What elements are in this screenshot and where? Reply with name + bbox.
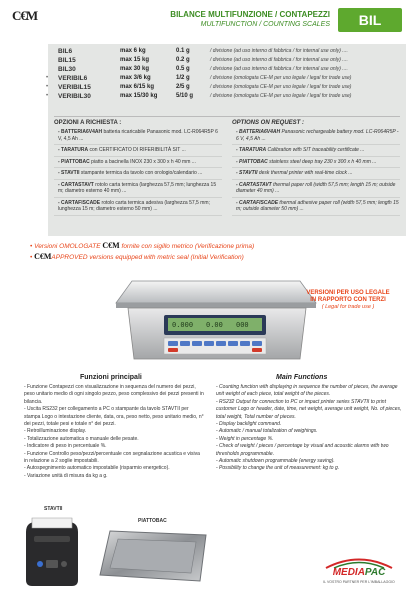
option-item bbox=[54, 200, 222, 216]
option-item bbox=[54, 159, 222, 169]
option-key: - CARTAFISCADE bbox=[58, 199, 101, 206]
list-item: - Variazione unità di misura da kg a g. bbox=[24, 472, 108, 479]
option-key: - PIATTOBAC bbox=[236, 158, 268, 165]
option-text: stampante termica da tavolo con orologio/calendario ... bbox=[79, 170, 203, 176]
model-description: / divisione (ad uso interno di fabbrica / for internal use only) .... bbox=[210, 48, 348, 54]
model-list bbox=[46, 48, 404, 102]
svg-text:0.000: 0.000 bbox=[172, 321, 194, 329]
header bbox=[170, 8, 402, 36]
option-text: con CERTIFICATO DI RIFERIBILITÀ SIT ... bbox=[88, 147, 186, 153]
list-item: - Weight in percentage %. bbox=[216, 435, 274, 442]
printer-label: STAVTII bbox=[44, 506, 63, 512]
model-capacity: max 3/6 kg bbox=[120, 75, 151, 81]
option-key: - PIATTOBAC bbox=[58, 158, 90, 165]
option-text: rotolo carta termica adesiva (larghezza 57,5 mm; lunghezza 15 m; diametro esterno 50 mm) ... bbox=[58, 199, 210, 212]
model-description: / divisione (ad uso interno di fabbrica / for internal use only) .... bbox=[210, 57, 348, 63]
specs-box bbox=[48, 44, 406, 236]
bullet-icon: • bbox=[46, 84, 49, 90]
option-text: thermal adhesive paper roll (width 57,5 mm; length 15 m; outside diameter 50 mm) ... bbox=[236, 199, 399, 212]
options-title: OPTIONS ON REQUEST : bbox=[232, 120, 305, 126]
functions-list-italian bbox=[24, 384, 204, 480]
option-text: Panasonic rechargeable battery mod. LC-R064R5P - 6 V, 4,5 Ah ... bbox=[236, 129, 399, 142]
model-division: 5/10 g bbox=[176, 93, 194, 99]
logo-wordmark: MEDIAPAC bbox=[332, 567, 386, 578]
svg-text:000: 000 bbox=[236, 321, 249, 329]
mediapac-logo bbox=[316, 555, 402, 589]
list-item: - Funzione Controllo peso/pezzi/percentuale con segnalazione acustica e visiva in relazione a 2 soglie impostabili. bbox=[24, 450, 200, 465]
model-description: / divisione (omologata CE-M per uso legale / legal for trade use) bbox=[210, 84, 352, 90]
option-item bbox=[232, 182, 400, 198]
series-badge: BIL bbox=[338, 8, 402, 32]
model-description: / divisione (omologata CE-M per uso legale / legal for trade use) bbox=[210, 75, 352, 81]
list-item: - Counting function with displaying in sequence the number of pieces, the average unit weight of each piece, total weight of the pieces. bbox=[216, 384, 398, 398]
option-text: batteria ricaricabile Panasonic mod. LC-R064R5P 6 V, 4,5 Ah ... bbox=[58, 129, 218, 142]
option-key: - STAVTII bbox=[58, 170, 80, 176]
list-item: - Automatic shutdown programmable (energy saving). bbox=[216, 458, 335, 465]
svg-text:0.00: 0.00 bbox=[206, 321, 223, 329]
model-capacity: max 30 kg bbox=[120, 66, 150, 72]
option-key: - BATTERIA6V4AH bbox=[58, 129, 103, 135]
option-text: thermal paper roll (width 57,5 mm; length 15 m; outside diameter 40 mm) ... bbox=[236, 181, 396, 194]
model-row bbox=[54, 48, 404, 57]
option-text: Calibration with SIT traceability certificate ... bbox=[266, 147, 365, 153]
bullet-icon: • bbox=[30, 243, 35, 250]
options-title: OPZIONI A RICHIESTA : bbox=[54, 120, 122, 126]
model-name: VERIBIL6 bbox=[58, 75, 88, 82]
options-english bbox=[232, 120, 400, 218]
model-name: VERIBIL15 bbox=[58, 84, 91, 91]
stamp-line: VERSIONI PER USO LEGALE bbox=[306, 290, 390, 296]
functions-title-italian: Funzioni principali bbox=[80, 374, 142, 381]
legal-use-stamp bbox=[298, 290, 398, 311]
ce-mark-logo: C€M bbox=[12, 8, 38, 23]
model-capacity: max 15 kg bbox=[120, 57, 150, 63]
options-italian bbox=[54, 120, 222, 218]
logo-tagline: IL VOSTRO PARTNER PER L'IMBALLAGGIO bbox=[323, 580, 395, 584]
bullet-icon: • bbox=[46, 93, 49, 99]
divider bbox=[54, 116, 400, 117]
option-key: - CARTASTAVT bbox=[236, 181, 272, 188]
model-name: BIL6 bbox=[58, 48, 73, 55]
model-name: BIL30 bbox=[58, 66, 76, 73]
option-text: stainless steel deep tray 230 x 300 x h 40 mm ... bbox=[267, 158, 377, 165]
legal-line-italian: • Versioni OMOLOGATE C€M fornite con sigillo metrico (Verificazione prima) bbox=[30, 241, 255, 250]
list-item: - Automatic / manual totalization of weighings. bbox=[216, 428, 318, 435]
stamp-line: ( Legal for trade use ) bbox=[321, 304, 375, 310]
option-item bbox=[54, 182, 222, 198]
model-capacity: max 15/30 kg bbox=[120, 93, 158, 99]
model-row bbox=[46, 75, 404, 84]
option-text: desk thermal printer with real-time clock ... bbox=[257, 170, 353, 176]
model-division: 0.5 g bbox=[176, 66, 190, 72]
model-division: 0.1 g bbox=[176, 48, 190, 54]
list-item: - Uscita RS232 per collegamento a PC o stampante da tavolo STAVTII per stampa Logo o intestazione cliente, data, ora, peso netto, peso unitario medio, n° dei pezzi, totale pesi e totale n° dei pezzi. bbox=[24, 406, 204, 428]
list-item: - Check of weight / pieces / percentage by visual and acoustic alarms with two thresholds programmable. bbox=[216, 443, 389, 457]
option-item bbox=[54, 170, 222, 180]
ce-mark-inline: C€M bbox=[102, 241, 120, 250]
model-name: VERIBIL30 bbox=[58, 93, 91, 100]
list-item: - Totalizzazione automatica o manuale delle pesate. bbox=[24, 435, 139, 442]
option-item bbox=[54, 147, 222, 157]
model-division: 0.2 g bbox=[176, 57, 190, 63]
ce-mark-inline: C€M bbox=[34, 252, 52, 261]
model-row bbox=[54, 57, 404, 66]
bullet-icon: • bbox=[46, 75, 49, 81]
option-key: - CARTASTAVT bbox=[58, 181, 94, 188]
list-item: - RS232 Output for connection to PC or impact printer series STAVTII to print customer Logo or header, date, time, net weight, average unit weight, No. of pieces, total weight, Total number of pieces. bbox=[216, 398, 402, 420]
option-item bbox=[232, 159, 400, 169]
tray-label: PIATTOBAC bbox=[138, 518, 167, 524]
model-capacity: max 6/15 kg bbox=[120, 84, 155, 90]
page-subtitle: MULTIFUNCTION / COUNTING SCALES bbox=[200, 21, 330, 28]
option-key: - TARATURA bbox=[236, 147, 267, 153]
model-division: 1/2 g bbox=[176, 75, 190, 81]
scale-product-image bbox=[110, 263, 320, 363]
list-item: - Funzione Contapezzi con visualizzazione in sequenza del numero dei pezzi, peso unitario medio di ogni singolo pezzo, peso complessivo dei pezzi presenti in bilancia. bbox=[24, 384, 204, 405]
printer-image bbox=[18, 514, 86, 588]
tray-image bbox=[96, 525, 214, 587]
option-key: - BATTERIA6V4AH bbox=[236, 129, 281, 135]
page-title: BILANCE MULTIFUNZIONE / CONTAPEZZI bbox=[170, 10, 330, 19]
option-text: rotolo carta termica (larghezza 57,5 mm; lunghezza 15 m; diametro esterno 40 mm) ... bbox=[58, 181, 217, 194]
model-description: / divisione (ad uso interno di fabbrica / for internal use only) .... bbox=[210, 66, 348, 72]
option-item bbox=[232, 170, 400, 180]
model-name: BIL15 bbox=[58, 57, 76, 64]
option-key: - TARATURA bbox=[58, 147, 89, 153]
stamp-line: IN RAPPORTO CON TERZI bbox=[310, 297, 386, 303]
model-row bbox=[54, 66, 404, 75]
functions-title-english: Main Functions bbox=[276, 374, 328, 381]
model-capacity: max 6 kg bbox=[120, 48, 146, 54]
list-item: - Display backlight command. bbox=[216, 421, 282, 428]
option-item bbox=[54, 129, 222, 145]
legal-versions-note bbox=[30, 241, 254, 261]
list-item: - Possibility to change the unit of measurement: kg to g. bbox=[216, 465, 340, 472]
list-item: - Indicatore di peso in percentuale %. bbox=[24, 443, 107, 450]
legal-line-english: • C€MAPPROVED versions equipped with metric seal (Initial Verification) bbox=[30, 252, 244, 261]
option-item bbox=[232, 129, 400, 145]
functions-list-english bbox=[216, 384, 404, 473]
model-description: / divisione (omologata CE-M per uso legale / legal for trade use) bbox=[210, 93, 352, 99]
option-item bbox=[232, 147, 400, 157]
option-item bbox=[232, 200, 400, 216]
option-key: - STAVTII bbox=[236, 170, 258, 176]
option-key: - CARTAFISCADE bbox=[236, 199, 279, 206]
list-item: - Autospegnimento automatico impostabile (risparmio energetico). bbox=[24, 465, 170, 472]
list-item: - Retroilluminazione display. bbox=[24, 428, 87, 435]
bullet-icon: • bbox=[30, 254, 35, 261]
model-division: 2/5 g bbox=[176, 84, 190, 90]
model-row bbox=[46, 93, 404, 102]
model-row bbox=[46, 84, 404, 93]
option-text: piatto a bacinella INOX 230 x 300 x h 40 mm ... bbox=[89, 158, 196, 165]
